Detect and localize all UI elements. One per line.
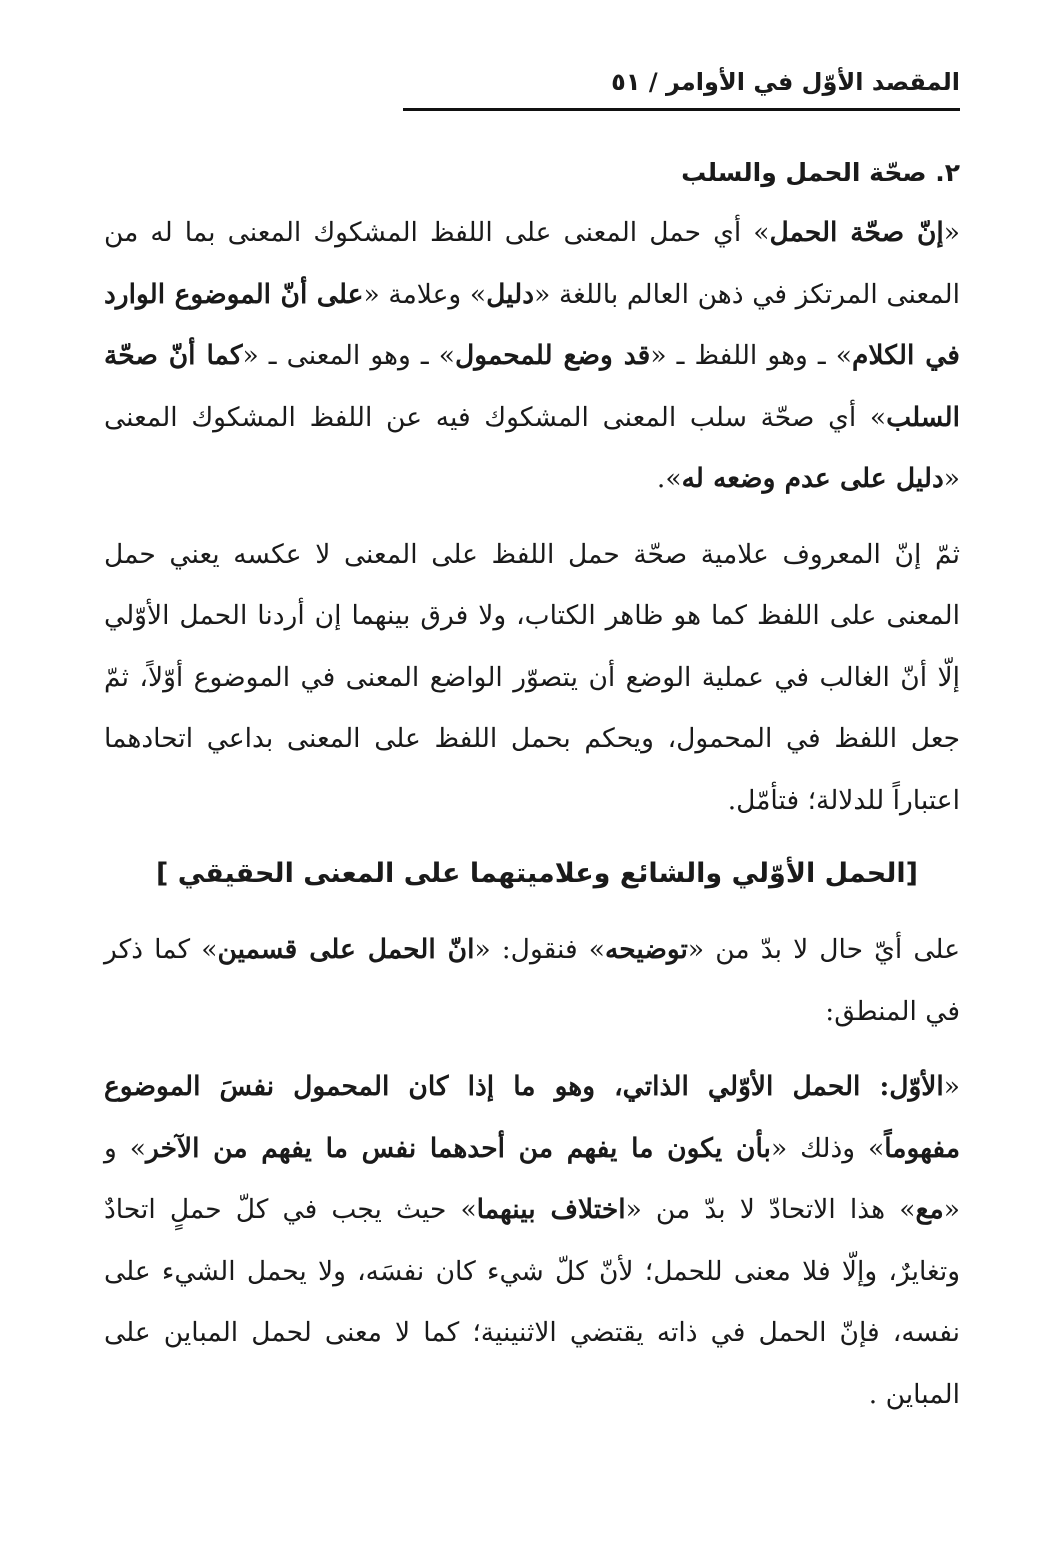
commentary-text: على أيّ حال لا بدّ من «: [687, 934, 961, 965]
quoted-text: مع: [915, 1194, 944, 1225]
quoted-text: كما أنّ صحّة السلب: [104, 340, 960, 433]
body-text: [104, 148, 960, 1425]
commentary-text: » هذا الاتحادّ لا بدّ من «: [625, 1194, 916, 1225]
paragraph-1: [104, 202, 960, 510]
quoted-text: على أنّ الموضوع الوارد في الكلام: [104, 278, 960, 371]
quoted-text: إنّ صحّة الحمل: [769, 217, 944, 248]
commentary-text: » أي حمل المعنى على اللفظ المشكوك المعنى بما له من المعنى المرتكز في ذهن العالم باللغة «: [104, 217, 960, 310]
commentary-text: » أي صحّة سلب المعنى المشكوك فيه عن اللفظ المشكوك المعنى «: [104, 401, 960, 494]
commentary-text: » كما ذكر في المنطق:: [104, 934, 960, 1027]
commentary-text: » ـ وهو اللفظ ـ «: [650, 340, 853, 371]
paragraph-4: [104, 1056, 960, 1425]
quoted-text: دليل على عدم وضعه له: [681, 463, 944, 494]
subheading: [الحمل الأوّلي والشائع وعلاميتهما على المعنى الحقيقي ]: [156, 858, 918, 889]
quoted-text: انّ الحمل على قسمين: [217, 934, 475, 965]
quoted-text: بأن يكون ما يفهم من أحدهما نفس ما يفهم من الآخر: [145, 1132, 771, 1164]
quoted-text: اختلاف بينهما: [476, 1194, 626, 1225]
commentary-text: ».: [656, 463, 682, 494]
section-heading: ٢. صحّة الحمل والسلب: [681, 158, 960, 187]
commentary-text: » و «: [104, 1132, 960, 1225]
commentary-text: » فنقول: «: [474, 934, 606, 965]
quoted-text: دليل: [486, 278, 535, 310]
header-rule: [403, 108, 960, 111]
quote-mark: «: [943, 217, 961, 248]
paragraph-3: [104, 919, 960, 1042]
commentary-text: » حيث يجب في كلّ حملٍ اتحادٌ وتغايرٌ، وإلّا فلا معنى للحمل؛ لأنّ كلّ شيء كان نفسَه، ولا يحمل الشيء على نفسه، فإنّ الحمل في ذاته يقتضي الاثنينية؛ كما لا معنى لحمل المباين على المباين .: [104, 1194, 960, 1410]
running-header: المقصد الأوّل في الأوامر / ٥١: [611, 68, 960, 96]
paragraph-2: ثمّ إنّ المعروف علامية صحّة حمل اللفظ على المعنى لا عكسه يعني حمل المعنى على اللفظ كما هو ظاهر الكتاب، ولا فرق بينهما إن أردنا الحمل الأوّلي إلّا أنّ الغالب في عملية الوضع أن يتصوّر الواضع المعنى في الموضوع أوّلاً، ثمّ جعل اللفظ في المحمول، ويحكم بحمل اللفظ على المعنى بداعي اتحادهما اعتباراً للدلالة؛ فتأمّل.: [104, 538, 960, 816]
commentary-text: » وذلك «: [770, 1132, 885, 1164]
quoted-text: قد وضع للمحمول: [455, 340, 651, 371]
commentary-text: » وعلامة «: [363, 278, 487, 310]
quoted-text: توضيحه: [605, 934, 688, 965]
commentary-text: » ـ وهو المعنى ـ «: [242, 340, 455, 371]
quoted-text: الأوّل: الحمل الأوّلي الذاتي، وهو ما إذا كان المحمول نفسَ الموضوع مفهوماً: [104, 1071, 961, 1164]
quote-mark: «: [943, 1071, 960, 1102]
